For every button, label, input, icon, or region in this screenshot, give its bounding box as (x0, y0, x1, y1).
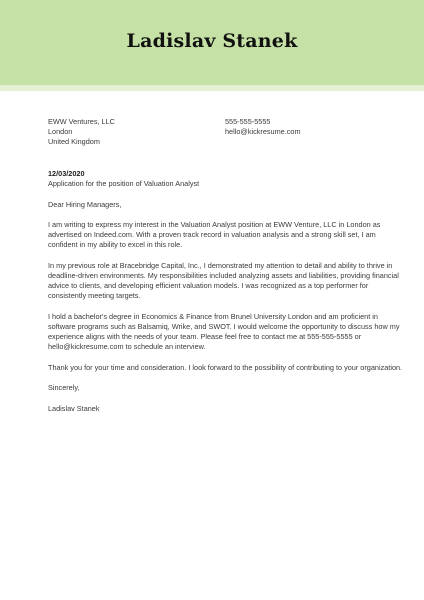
recipient-address (48, 117, 115, 148)
paragraph-line: software programs such as Balsamiq, Wrike, and SWOT. I would welcome the opportunity to discuss how my (48, 321, 400, 331)
contact-info (225, 117, 301, 137)
letter-salutation: Dear Hiring Managers, (48, 199, 122, 209)
letter-closing: Sincerely, (48, 383, 80, 393)
paragraph-line: advice to clients, and developing efficient valuation models. I was recognized as a top performer for (48, 281, 369, 291)
paragraph-line: confident in my ability to excel in this role. (48, 240, 183, 250)
letter-signature: Ladislav Stanek (48, 403, 100, 413)
paragraph-line: advertised on Indeed.com. With a proven track record in valuation analysis and a strong skill set, I am (48, 230, 376, 240)
paragraph-line: consistently meeting targets. (48, 291, 141, 301)
paragraph-line: experience aligns with the needs of your team. Please feel free to contact me at 555-555-5555 or (48, 332, 362, 342)
letter-subject: Application for the position of Valuation Analyst (48, 179, 200, 189)
contact-phone: 555-555-5555 (225, 117, 271, 126)
paragraph-3 (48, 311, 400, 353)
applicant-name: Ladislav Stanek (126, 30, 298, 52)
paragraph-line: Thank you for your time and consideration. I look forward to the possibility of contributing to your organization. (48, 362, 403, 372)
paragraph-2 (48, 260, 399, 302)
recipient-city: London (48, 127, 73, 137)
letter-body (48, 169, 403, 414)
recipient-company: EWW Ventures, LLC (48, 117, 115, 126)
paragraph-1 (48, 219, 381, 251)
paragraph-line: deadline-driven environments. My responsibilities included analyzing assets and liabilities, providing financial (48, 270, 399, 280)
paragraph-line: I hold a bachelor's degree in Economics & Finance from Brunel University London and am proficient in (48, 311, 378, 321)
paragraph-4 (48, 362, 403, 373)
paragraph-line: hello@kickresume.com to schedule an interview. (48, 342, 206, 352)
paragraph-line: In my previous role at Bracebridge Capital, Inc., I demonstrated my attention to detail and ability to thrive in (48, 260, 393, 270)
paragraph-line: I am writing to express my interest in the Valuation Analyst position at EWW Venture, LLC in London as (48, 219, 381, 229)
recipient-country: United Kingdom (48, 137, 100, 147)
header-stripe (0, 85, 424, 91)
contact-email: hello@kickresume.com (225, 127, 301, 137)
letter-date: 12/03/2020 (48, 169, 85, 178)
